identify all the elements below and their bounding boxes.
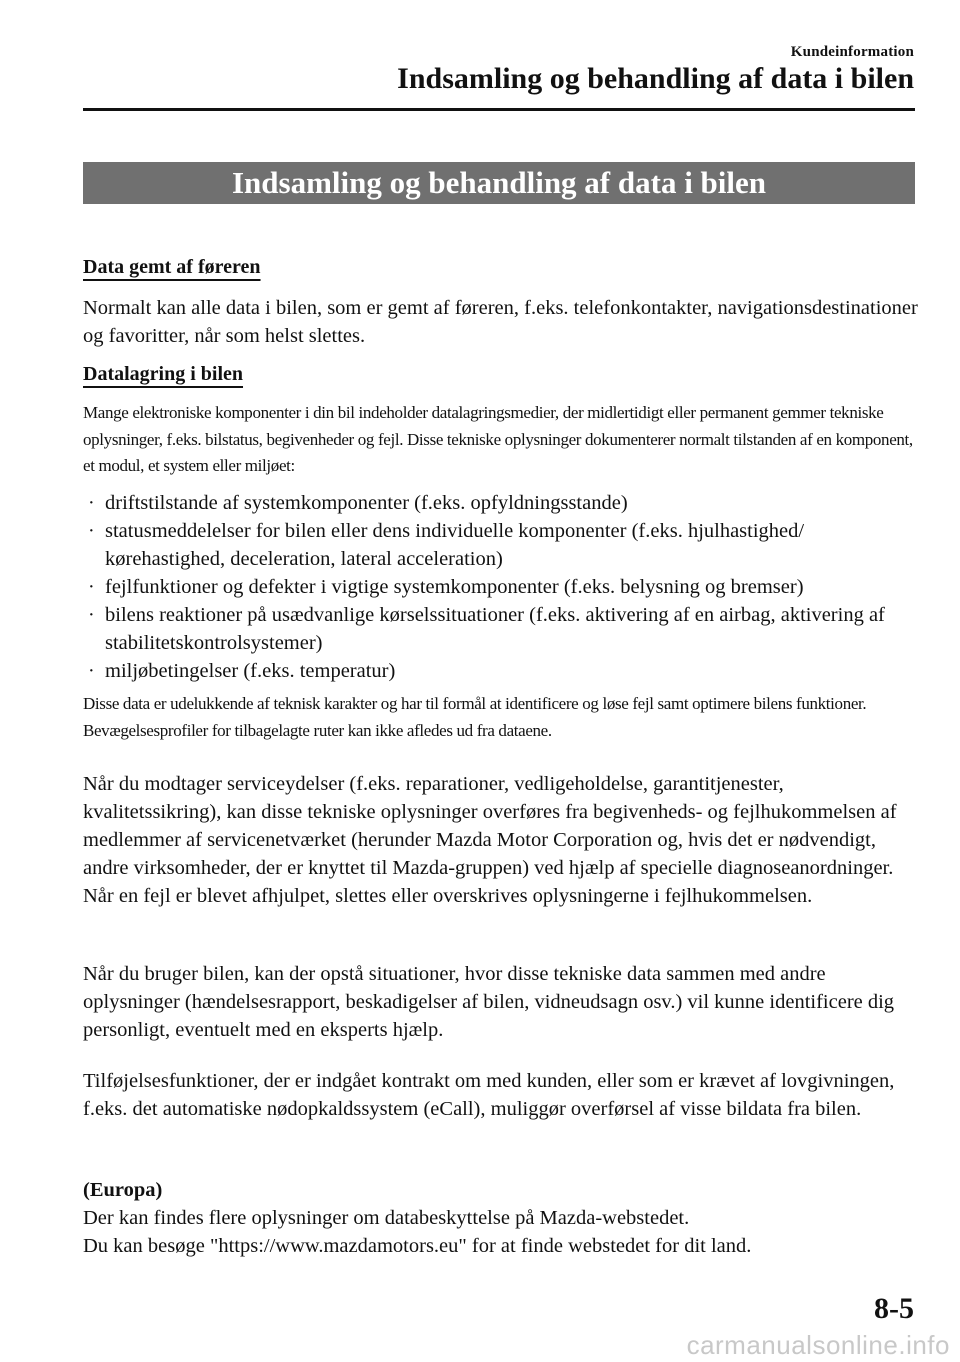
driver-data-paragraph: Normalt kan alle data i bilen, som er gemt af føreren, f.eks. telefonkontakter, navigationsdestinationer og favoritter, når som helst slettes. [83,297,918,347]
chapter-label: Kundeinformation [790,44,914,60]
bullet-icon: · [88,660,95,682]
header-title: Indsamling og behandling af data i bilen [397,62,914,95]
section-title-bar: Indsamling og behandling af data i bilen [83,162,915,204]
watermark-text: carmanualsonline.info [686,1330,950,1360]
list-item-text: fejlfunktioner og defekter i vigtige systemkomponenter (f.eks. belysning og bremser) [105,576,804,598]
europe-website-line: Du kan besøge "https://www.mazdamotors.eu" for at finde webstedet for dit land. [83,1235,752,1257]
list-item-text: miljøbetingelser (f.eks. temperatur) [105,660,396,682]
bullet-icon: · [88,492,95,514]
list-item [83,657,918,685]
page-number: 8-5 [874,1292,914,1325]
list-item [83,517,918,573]
driver-data-heading: Data gemt af føreren [83,256,261,278]
storage-intro-paragraph: Mange elektroniske komponenter i din bil indeholder datalagringsmedier, der midlertidigt eller permanent gemmer tekniske oplysninger, f.eks. bilstatus, begivenheder og fejl. Disse tekniske oplysninger dokumenterer normalt tilstanden af en komponent, et modul, et system eller miljøet: [83,403,913,475]
list-item [83,573,918,601]
header-divider [83,108,915,111]
additional-functions-paragraph: Tilføjelsesfunktioner, der er indgået kontrakt om med kunden, eller som er krævet af lovgivningen, f.eks. det automatiske nødopkaldssystem (eCall), muliggør overførsel af visse bildata fra bilen. [83,1070,895,1120]
list-item-text: driftstilstande af systemkomponenter (f.eks. opfyldningsstande) [105,492,628,514]
service-paragraph: Når du modtager serviceydelser (f.eks. reparationer, vedligeholdelse, garantitjenester, kvalitetssikring), kan disse tekniske oplysninger overføres fra begivenheds- og fejlhukommelsen af medlemmer af servicenetværket (herunder Mazda Motor Corporation og, hvis det er nødvendigt, andre virksomheder, der er knyttet til Mazda-gruppen) ved hjælp af specielle diagnoseanordninger. Når en fejl er blevet afhjulpet, slettes eller overskrives oplysningerne i fejlhukommelsen. [83,773,897,907]
component-data-list [83,489,918,685]
bullet-icon: · [88,520,95,542]
list-item-text: bilens reaktioner på usædvanlige kørselssituationer (f.eks. aktivering af en airbag, aktivering af stabilitetskontrolsystemer) [105,604,885,654]
technical-note-paragraph: Disse data er udelukkende af teknisk karakter og har til formål at identificere og løse fejl samt optimere bilens funktioner. Bevægelsesprofiler for tilbagelagte ruter kan ikke afledes ud fra dataene. [83,694,867,740]
list-item-text: statusmeddelelser for bilen eller dens individuelle komponenter (f.eks. hjulhastighed/ kørehastighed, deceleration, lateral acceleration) [105,520,805,570]
bullet-icon: · [88,576,95,598]
europe-info-line: Der kan findes flere oplysninger om databeskyttelse på Mazda-webstedet. [83,1207,690,1229]
list-item [83,489,918,517]
identification-paragraph: Når du bruger bilen, kan der opstå situationer, hvor disse tekniske data sammen med andre oplysninger (hændelsesrapport, beskadigelser af bilen, vidneudsagn osv.) vil kunne identificere dig personligt, eventuelt med en eksperts hjælp. [83,963,895,1041]
storage-heading: Datalagring i bilen [83,363,244,385]
bullet-icon: · [88,604,95,626]
list-item [83,601,918,657]
europe-label: (Europa) [83,1179,163,1201]
